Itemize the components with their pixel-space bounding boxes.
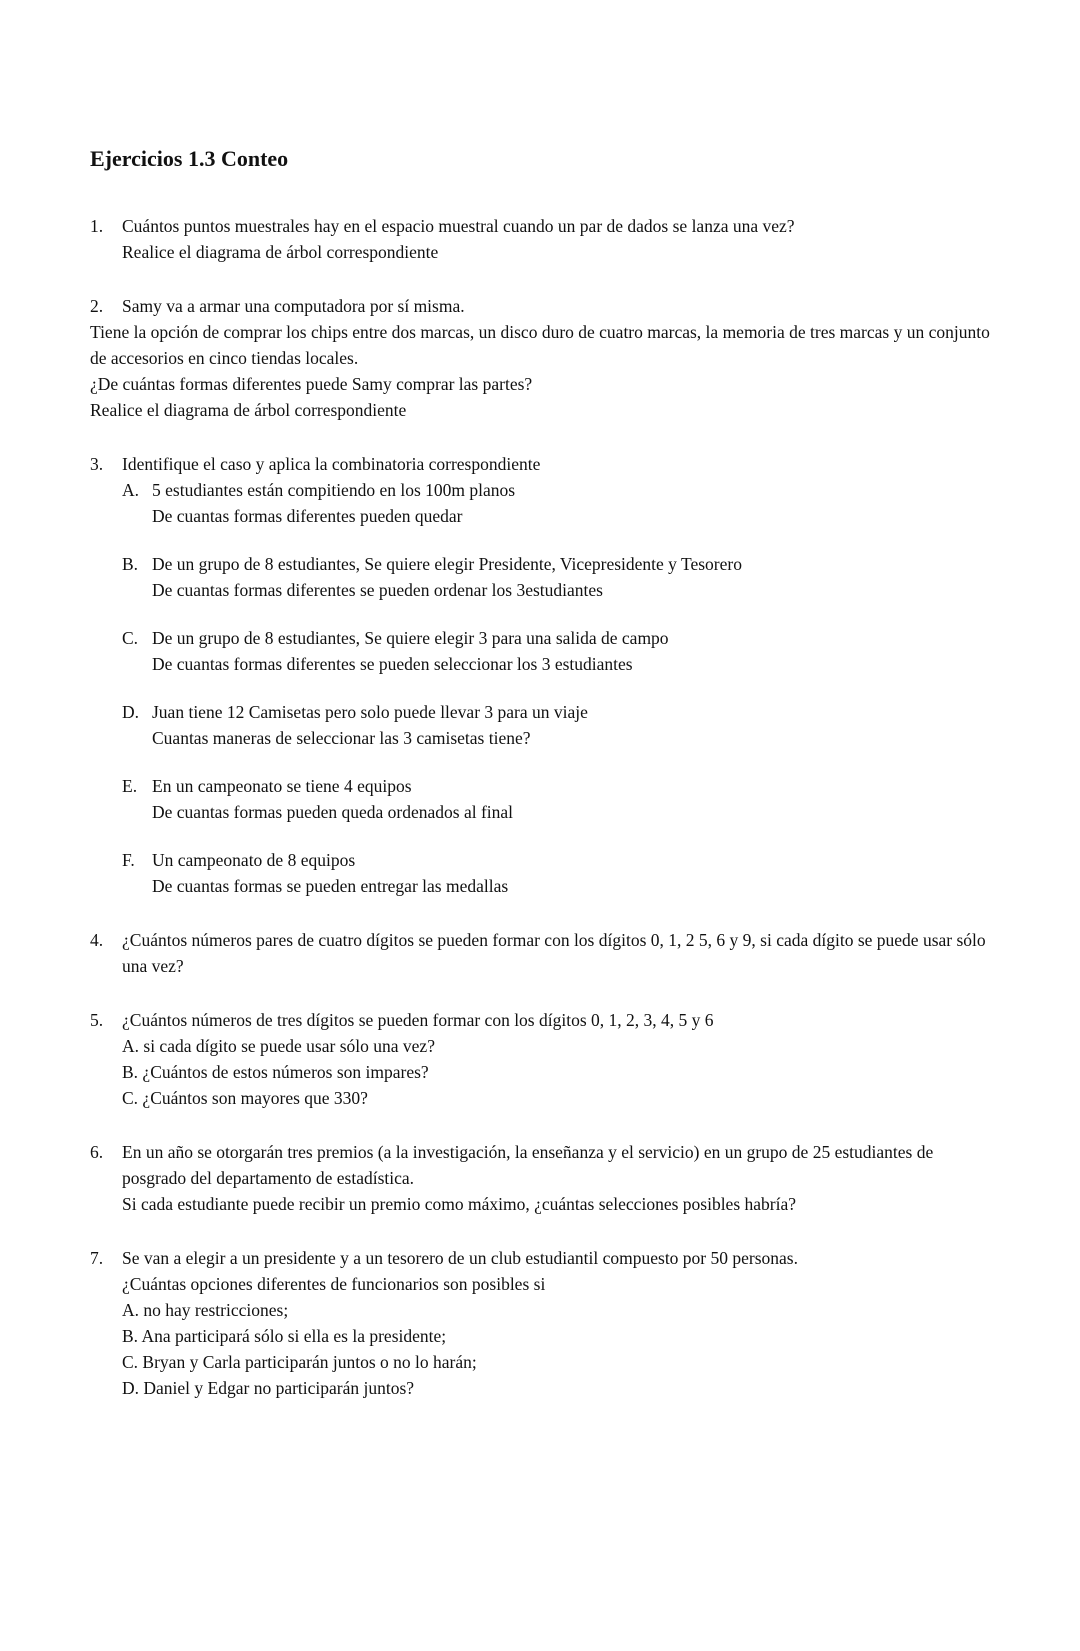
- item-label: C.: [122, 628, 139, 648]
- exercise-7-text: Se van a elegir a un presidente y a un tesorero de un club estudiantil compuesto por 50 personas.: [122, 1248, 798, 1268]
- exercise-6-text: Si cada estudiante puede recibir un premio como máximo, ¿cuántas selecciones posibles habría?: [122, 1194, 796, 1214]
- exercise-3-item-b: [122, 551, 992, 603]
- item-text: 5 estudiantes están compitiendo en los 100m planos: [152, 480, 516, 500]
- item-text: En un campeonato se tiene 4 equipos: [152, 776, 412, 796]
- item-text: Cuantas maneras de seleccionar las 3 camisetas tiene?: [152, 728, 531, 748]
- exercise-3-item-f: [122, 847, 992, 899]
- exercise-5-intro: ¿Cuántos números de tres dígitos se pueden formar con los dígitos 0, 1, 2, 3, 4, 5 y 6: [122, 1010, 714, 1030]
- exercise-6-text: En un año se otorgarán tres premios (a la investigación, la enseñanza y el servicio) en un grupo de 25 estudiantes de posgrado del departamento de estadística.: [122, 1142, 934, 1188]
- exercise-2-number: 2.: [90, 296, 104, 316]
- item-label: D.: [122, 702, 140, 722]
- exercise-3-intro: Identifique el caso y aplica la combinatoria correspondiente: [122, 454, 541, 474]
- exercise-4-number: 4.: [90, 930, 104, 950]
- exercise-7-item-d: D. Daniel y Edgar no participarán juntos?: [122, 1378, 415, 1398]
- exercise-7-text: ¿Cuántas opciones diferentes de funcionarios son posibles si: [122, 1274, 546, 1294]
- exercise-3-item-c: [122, 625, 992, 677]
- item-label: A.: [122, 480, 140, 500]
- item-text: De un grupo de 8 estudiantes, Se quiere elegir Presidente, Vicepresidente y Tesorero: [152, 554, 742, 574]
- exercise-5-number: 5.: [90, 1010, 104, 1030]
- exercise-5-item-a: A. si cada dígito se puede usar sólo una vez?: [122, 1036, 435, 1056]
- exercise-1-text: Cuántos puntos muestrales hay en el espacio muestral cuando un par de dados se lanza una vez?: [122, 216, 795, 236]
- exercise-3: [90, 451, 992, 899]
- exercise-5-item-c: C. ¿Cuántos son mayores que 330?: [122, 1088, 368, 1108]
- exercise-6: [90, 1139, 992, 1217]
- exercise-1-text: Realice el diagrama de árbol correspondiente: [122, 242, 439, 262]
- item-text: Un campeonato de 8 equipos: [152, 850, 356, 870]
- exercise-4: [90, 927, 992, 979]
- item-text: De cuantas formas diferentes se pueden seleccionar los 3 estudiantes: [152, 654, 633, 674]
- exercise-5: [90, 1007, 992, 1111]
- exercise-3-item-d: [122, 699, 992, 751]
- item-text: De un grupo de 8 estudiantes, Se quiere elegir 3 para una salida de campo: [152, 628, 669, 648]
- item-text: De cuantas formas pueden queda ordenados al final: [152, 802, 514, 822]
- item-text: Juan tiene 12 Camisetas pero solo puede llevar 3 para un viaje: [152, 702, 588, 722]
- exercise-2: [90, 293, 992, 423]
- exercise-7-item-b: B. Ana participará sólo si ella es la presidente;: [122, 1326, 447, 1346]
- exercise-7: [90, 1245, 992, 1401]
- exercise-3-number: 3.: [90, 454, 104, 474]
- exercise-1-number: 1.: [90, 216, 104, 236]
- item-label: E.: [122, 776, 138, 796]
- item-label: F.: [122, 850, 135, 870]
- exercise-3-item-a: [122, 477, 992, 529]
- exercise-7-number: 7.: [90, 1248, 104, 1268]
- exercise-2-text: Samy va a armar una computadora por sí misma.: [122, 296, 465, 316]
- item-text: De cuantas formas diferentes se pueden ordenar los 3estudiantes: [152, 580, 603, 600]
- exercise-2-text: Realice el diagrama de árbol correspondiente: [90, 400, 407, 420]
- item-text: De cuantas formas se pueden entregar las medallas: [152, 876, 509, 896]
- item-label: B.: [122, 554, 139, 574]
- exercise-6-number: 6.: [90, 1142, 104, 1162]
- exercise-7-item-c: C. Bryan y Carla participarán juntos o no lo harán;: [122, 1352, 477, 1372]
- exercise-7-item-a: A. no hay restricciones;: [122, 1300, 289, 1320]
- exercise-3-item-e: [122, 773, 992, 825]
- exercise-5-item-b: B. ¿Cuántos de estos números son impares?: [122, 1062, 429, 1082]
- exercise-2-text: ¿De cuántas formas diferentes puede Samy comprar las partes?: [90, 374, 533, 394]
- item-text: De cuantas formas diferentes pueden quedar: [152, 506, 463, 526]
- exercise-2-text: Tiene la opción de comprar los chips entre dos marcas, un disco duro de cuatro marcas, la memoria de tres marcas y un conjunto de accesorios en cinco tiendas locales.: [90, 322, 990, 368]
- exercise-4-text: ¿Cuántos números pares de cuatro dígitos se pueden formar con los dígitos 0, 1, 2 5, 6 y 9, si cada dígito se puede usar sólo una vez?: [122, 930, 986, 976]
- exercise-1: [90, 213, 992, 265]
- page-title: Ejercicios 1.3 Conteo: [90, 146, 289, 171]
